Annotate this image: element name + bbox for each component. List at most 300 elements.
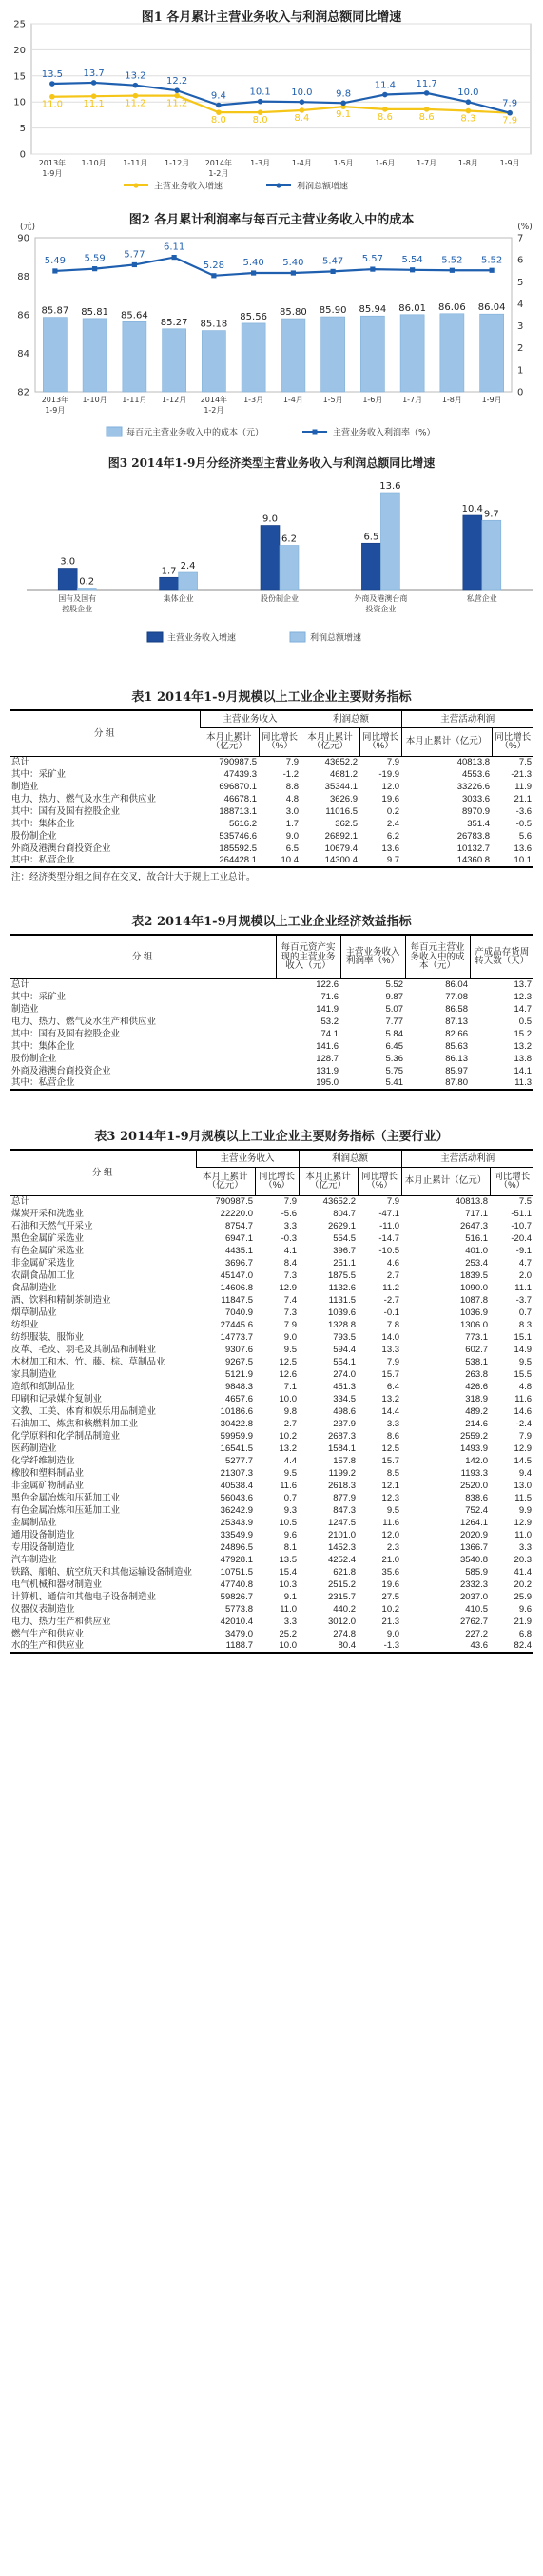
table3-row-label: 橡胶和塑料制品业 (11, 1467, 85, 1479)
table1-row-label: 其中：采矿业 (11, 768, 67, 780)
chart1-data-label: 8.6 (418, 111, 435, 123)
table3-row (10, 1616, 533, 1628)
table3-row (10, 1418, 533, 1430)
table3-cell: 1036.9 (459, 1307, 489, 1318)
table3-row-label: 木材加工和木、竹、藤、棕、草制品业 (11, 1356, 165, 1367)
chart2-line-label: 5.77 (124, 249, 145, 261)
table3-cell: 25.9 (514, 1591, 533, 1602)
table3-cell: 3540.8 (459, 1554, 489, 1565)
table1-cell: 6.5 (285, 843, 300, 854)
table3-cell: 401.0 (465, 1245, 489, 1256)
table3-row-label: 非金属矿物制品业 (11, 1480, 85, 1491)
table3-cell: 42010.4 (220, 1616, 253, 1627)
table2-cell: 13.7 (514, 979, 532, 990)
chart1-legend-marker (276, 183, 281, 187)
table3-cell: 594.4 (333, 1344, 357, 1355)
table3-cell: -1.3 (358, 1640, 401, 1653)
table3-cell: -0.1 (383, 1307, 400, 1318)
chart2-line-label: 5.40 (282, 258, 304, 269)
table2-cell: 122.6 (316, 979, 339, 990)
table3-row (10, 1467, 533, 1480)
table2-header: 产成品存货周转天数（天） (470, 935, 533, 978)
chart3-x-tick-label: 控股企业 (62, 605, 93, 613)
table1-row (10, 818, 533, 830)
table2 (10, 934, 533, 1091)
chart1-title: 图1 各月累计主营业务收入与利润总额同比增速 (141, 10, 402, 25)
table3-cell: 3.3 (518, 1541, 533, 1553)
table1-cell: 10132.7 (456, 843, 491, 854)
chart3-bar (361, 543, 380, 590)
chart1-y-tick-label: 5 (19, 124, 26, 135)
table1-cell: 8970.9 (461, 805, 491, 817)
chart2-point (450, 268, 455, 273)
table1-cell: 21.1 (514, 793, 533, 804)
chart2-bar (281, 319, 305, 392)
table2-cell: 131.9 (316, 1065, 339, 1076)
chart1-x-tick-label: 1-9月 (499, 159, 520, 167)
table1-cell: 26783.8 (456, 830, 491, 842)
table3-row-label: 黑色金属矿采选业 (11, 1232, 85, 1244)
table3-row (10, 1393, 533, 1405)
table3-cell: 22220.0 (220, 1208, 253, 1219)
table3-cell: 11.6 (280, 1480, 298, 1491)
table3-cell: 11.0 (514, 1529, 533, 1540)
table3-cell: 396.7 (333, 1245, 357, 1256)
table3-row (10, 1517, 533, 1529)
chart1-x-tick-label: 1-6月 (375, 159, 396, 167)
chart1-data-label: 8.4 (294, 112, 310, 124)
chart3-data-label: 1.7 (161, 566, 177, 577)
table3-row-label: 电力、热力生产和供应业 (11, 1616, 111, 1627)
table1-cell: 43652.2 (324, 757, 359, 767)
table3-cell: 35.6 (381, 1566, 400, 1578)
table3-cell: 1328.8 (327, 1319, 357, 1330)
table3-cell: 602.7 (465, 1344, 489, 1355)
table3-cell: 14.5 (514, 1455, 533, 1466)
chart2-bar (43, 318, 67, 392)
chart3-x-tick-label: 国有及国有 (58, 594, 97, 603)
table3-cell: 2520.0 (459, 1480, 489, 1491)
table2-row-label: 其中：集体企业 (11, 1040, 75, 1052)
table1-cell: -1.2 (282, 768, 300, 780)
table3-cell: 7.5 (518, 1196, 533, 1207)
table1-header-op-profit: 主营活动利润 (401, 710, 533, 727)
table3-cell: 1087.8 (459, 1294, 489, 1306)
chart1-data-label: 12.2 (165, 76, 188, 87)
chart2-right-unit: (%) (517, 223, 533, 232)
table3-cell: 13.2 (381, 1393, 400, 1404)
table2-cell: 15.2 (514, 1028, 532, 1039)
table1-cell: 362.5 (335, 818, 359, 829)
chart2-left-unit: (元) (19, 223, 36, 232)
chart1-point (258, 99, 263, 105)
table3-cell: 9.0 (386, 1628, 400, 1639)
table2-group-header: 分 组 (10, 935, 276, 978)
chart1-x-tick-label: 1-10月 (81, 159, 107, 167)
table1-row (10, 781, 533, 793)
table3-cell: 1452.3 (327, 1541, 357, 1553)
chart3-title: 图3 2014年1-9月分经济类型主营业务收入与利润总额同比增速 (107, 456, 436, 470)
table2-cell: 71.6 (320, 991, 339, 1002)
table3-cell: 9.9 (518, 1504, 533, 1516)
table3-cell: 14.9 (514, 1344, 533, 1355)
table2-row (10, 1016, 533, 1028)
table1-row (10, 843, 533, 855)
table3-cell: 20.2 (514, 1579, 533, 1590)
table1-cell: 9.0 (285, 830, 300, 842)
chart1-point (507, 110, 513, 116)
chart2-right-tick-label: 0 (517, 387, 524, 398)
table3-row (10, 1307, 533, 1319)
table1-row (10, 805, 533, 818)
chart1-data-label: 9.1 (336, 109, 352, 121)
chart3-data-label: 9.0 (262, 513, 278, 525)
chart2-line-label: 5.28 (203, 260, 225, 271)
table2-title: 表2 2014年1-9月规模以上工业企业经济效益指标 (131, 915, 412, 929)
table1-cell: 10.1 (492, 855, 533, 867)
table3-subheader: 本月止累计（亿元） (401, 1167, 490, 1195)
chart1-data-label: 10.0 (291, 87, 313, 99)
table1-row (10, 830, 533, 843)
table3-cell: 12.9 (514, 1443, 533, 1454)
table3-subheader: 同比增长（%） (358, 1167, 401, 1195)
table3-row (10, 1282, 533, 1294)
table3-cell: 21307.3 (220, 1467, 253, 1479)
table3-cell: 4.1 (283, 1245, 298, 1256)
chart3-legend-swatch (147, 632, 163, 642)
chart2-bar-label: 85.87 (41, 305, 69, 317)
table3-row-label: 酒、饮料和精制茶制造业 (11, 1294, 111, 1306)
chart1-x-tick-label: 1-11月 (123, 159, 148, 167)
table3-cell: 10751.5 (220, 1566, 253, 1578)
chart1-legend-label: 利润总额增速 (297, 182, 349, 192)
table3-cell: 14773.7 (220, 1331, 253, 1343)
table3-cell: 773.1 (465, 1331, 489, 1343)
table3-cell: 274.8 (333, 1628, 357, 1639)
table3-cell: 43652.2 (322, 1196, 357, 1207)
table2-cell: 5.84 (385, 1028, 403, 1039)
chart2-x-tick-label: 1-9月 (45, 406, 66, 415)
table1-cell: 12.0 (381, 781, 400, 792)
table3-row (10, 1257, 533, 1269)
table1-cell: 7.5 (518, 757, 533, 767)
chart1-data-label: 10.0 (457, 87, 479, 99)
table3-cell: 8.6 (386, 1430, 400, 1442)
table2-cell: 5.41 (340, 1077, 405, 1090)
table3-cell: 318.9 (465, 1393, 489, 1404)
table3-cell: 12.9 (279, 1282, 298, 1293)
chart3-x-tick-label: 私营企业 (466, 594, 497, 603)
table3-cell: 2037.0 (459, 1591, 489, 1602)
table2-cell: 87.13 (445, 1016, 468, 1027)
table3-cell: 1839.5 (459, 1269, 489, 1281)
table3-cell: 554.1 (333, 1356, 357, 1367)
table3-cell: 15.7 (381, 1368, 400, 1380)
table3-row-label: 医药制造业 (11, 1443, 57, 1454)
table3-cell: -5.6 (281, 1208, 298, 1219)
chart3-bar (160, 577, 179, 590)
chart2-legend-marker (313, 430, 318, 435)
table1 (10, 709, 533, 868)
table1-row-label: 电力、热力、燃气及水生产和供应业 (11, 793, 157, 804)
table2-cell: 13.8 (514, 1053, 532, 1064)
chart1-data-label: 7.9 (502, 98, 518, 109)
chart2-right-tick-label: 2 (517, 343, 524, 355)
table1-cell: 4681.2 (329, 768, 359, 780)
table1-cell: 5616.2 (228, 818, 257, 829)
table1-cell: 7.9 (386, 757, 400, 767)
table3-cell: 14.4 (381, 1405, 400, 1417)
table3-header-revenue: 主营业务收入 (196, 1150, 299, 1167)
chart2-point (132, 262, 137, 267)
table3-row (10, 1294, 533, 1307)
table1-cell: 40813.8 (456, 757, 491, 767)
chart1-data-label: 9.8 (336, 88, 352, 100)
table3-row-label: 黑色金属冶炼和压延加工业 (11, 1492, 121, 1503)
table3-row-label: 纺织服装、服饰业 (11, 1331, 85, 1343)
chart2-line-label: 5.54 (401, 254, 423, 265)
chart2-line-label: 5.57 (361, 254, 384, 265)
table1-cell: 4553.6 (461, 768, 491, 780)
chart2-x-tick-label: 1-9月 (481, 396, 502, 404)
table3-cell: 410.5 (465, 1603, 489, 1615)
table3-cell: 40538.4 (220, 1480, 253, 1491)
chart2-right-tick-label: 5 (517, 277, 524, 288)
chart3-x-tick-label: 集体企业 (163, 594, 194, 603)
table3-row-label: 石油和天然气开采业 (11, 1220, 93, 1231)
table2-row-label: 电力、热力、燃气及水生产和供应业 (11, 1016, 157, 1027)
chart3-data-label: 9.7 (483, 509, 499, 520)
table3-cell: 11847.5 (221, 1294, 253, 1306)
chart2-x-tick-label: 1-7月 (402, 396, 423, 404)
table3-row (10, 1319, 533, 1331)
chart2-x-tick-label: 1-8月 (441, 396, 462, 404)
table3-row (10, 1579, 533, 1591)
table1-cell: 0.2 (386, 805, 400, 817)
table3-cell: 25343.9 (220, 1517, 253, 1528)
table1-row (10, 855, 533, 867)
table3-row (10, 1566, 533, 1579)
chart2-bar-label: 86.06 (438, 301, 466, 313)
chart1-point (466, 108, 472, 114)
table3-cell: 20.3 (514, 1554, 533, 1565)
table2-row (10, 1065, 533, 1077)
chart2-point (211, 273, 216, 278)
chart2-svg (0, 202, 543, 447)
chart2-right-tick-label: 6 (517, 255, 524, 266)
table3-cell: 12.9 (514, 1517, 533, 1528)
chart2-bar-label: 85.94 (359, 304, 387, 316)
table1-cell: -3.6 (515, 805, 533, 817)
table3-cell: 59826.7 (220, 1591, 253, 1602)
chart1-y-tick-label: 15 (13, 71, 26, 83)
table1-row-label: 外商及港澳台商投资企业 (11, 843, 111, 854)
chart2-left-tick-label: 82 (17, 387, 29, 398)
table3-cell: 12.1 (381, 1480, 400, 1491)
table2-row-label: 制造业 (11, 1003, 39, 1015)
table3-cell: 45147.0 (220, 1269, 253, 1281)
table3-cell: 9.8 (283, 1405, 298, 1417)
table3-cell: 7.9 (386, 1356, 400, 1367)
chart1-data-label: 13.2 (125, 70, 146, 82)
chart2-title: 图2 各月累计利润率与每百元主营业务收入中的成本 (128, 213, 415, 227)
table3-cell: 11.2 (382, 1282, 400, 1293)
chart1-data-label: 9.4 (210, 90, 226, 102)
table3-cell: 15.4 (279, 1566, 298, 1578)
table3-cell: 10186.6 (220, 1405, 253, 1417)
table2-cell: 195.0 (276, 1077, 340, 1090)
table1-cell: 35344.1 (324, 781, 359, 792)
table3-cell: -10.5 (378, 1245, 400, 1256)
chart2-line-label: 6.11 (163, 242, 185, 253)
table1-row-label: 总计 (11, 757, 30, 767)
chart2-bar-label: 86.04 (477, 302, 506, 314)
table3-cell: 1264.1 (459, 1517, 489, 1528)
chart3-legend-swatch (290, 632, 305, 642)
table3-cell: 12.5 (279, 1356, 298, 1367)
table1-cell: 1.7 (285, 818, 300, 829)
chart3-bar (58, 569, 77, 591)
table3-cell: 1193.3 (460, 1467, 489, 1479)
table3-row (10, 1603, 533, 1616)
chart2-line-label: 5.59 (84, 253, 106, 264)
table2-cell: 13.2 (514, 1040, 532, 1052)
table3-cell: 11.0 (280, 1603, 298, 1615)
table3-row-label: 专用设备制造业 (11, 1541, 75, 1553)
table1-cell: 26892.1 (324, 830, 359, 842)
table3-cell: 227.2 (465, 1628, 489, 1639)
table3-cell: -2.4 (515, 1418, 533, 1429)
chart1-x-tick-label: 1-3月 (250, 159, 271, 167)
chart2-bar (400, 315, 424, 392)
table1-subheader: 本月止累计（亿元） (401, 727, 492, 756)
chart2-x-tick-label: 1-11月 (122, 396, 147, 404)
chart1-point (382, 92, 388, 98)
table1-cell: 47439.3 (223, 768, 257, 780)
chart1-data-label: 11.2 (165, 98, 188, 109)
table2-row-label: 股份制企业 (11, 1053, 57, 1064)
table2-cell: 86.58 (445, 1003, 468, 1015)
table3-cell: 1493.9 (459, 1443, 489, 1454)
table3-cell: 7.1 (283, 1381, 298, 1392)
table3-cell: 5277.7 (224, 1455, 253, 1466)
chart1-svg (0, 0, 543, 202)
table3-row-label: 铁路、船舶、航空航天和其他运输设备制造业 (11, 1566, 193, 1578)
chart1-x-tick-label: 2014年 (204, 159, 233, 167)
table3-cell: 6.8 (518, 1628, 533, 1639)
chart2-x-tick-label: 1-5月 (322, 396, 343, 404)
table2-header: 主营业务收入利润率（%） (340, 935, 405, 978)
table1-note: 注：经济类型分组之间存在交叉，故合计大于规上工业总计。 (11, 872, 256, 882)
table2-cell: 0.5 (518, 1016, 532, 1027)
table1-cell: 13.6 (514, 843, 533, 854)
table1-cell: -21.3 (511, 768, 533, 780)
table2-cell: 12.3 (514, 991, 532, 1002)
chart2-line-label: 5.49 (44, 255, 67, 266)
table2-cell: 14.7 (514, 1003, 532, 1015)
table2-row (10, 1053, 533, 1065)
table3-cell: 1199.2 (328, 1467, 357, 1479)
table3-cell: 1875.5 (327, 1269, 357, 1281)
table1-cell: 5.6 (518, 830, 533, 842)
chart2-bar-label: 86.01 (398, 302, 426, 314)
table2-cell: 5.36 (385, 1053, 403, 1064)
table3-cell: 752.4 (465, 1504, 489, 1516)
table3-cell: 10.0 (255, 1640, 299, 1653)
table3-cell: 4.6 (386, 1257, 400, 1269)
table3-cell: 14.0 (381, 1331, 400, 1343)
table3-cell: 2.7 (386, 1269, 400, 1281)
table3-cell: 4.7 (518, 1257, 533, 1269)
chart2-left-tick-label: 84 (17, 349, 29, 359)
chart2-x-tick-label: 1-6月 (362, 396, 383, 404)
table3-cell: 498.6 (333, 1405, 357, 1417)
table3-cell: 13.3 (381, 1344, 400, 1355)
table1-row-label: 制造业 (11, 781, 39, 792)
table2-row (10, 1077, 533, 1090)
table3-cell: 11.6 (514, 1393, 533, 1404)
chart1-data-label: 8.3 (460, 113, 476, 125)
chart1-y-tick-label: 0 (19, 149, 26, 161)
table3-row-label: 通用设备制造业 (11, 1529, 75, 1540)
table3-row-label: 汽车制造业 (11, 1554, 57, 1565)
chart1-x-tick-label: 2013年 (38, 159, 67, 167)
table3-cell: 11.6 (382, 1517, 400, 1528)
table3-cell: 15.7 (381, 1455, 400, 1466)
table3-row-label: 烟草制品业 (11, 1307, 57, 1318)
table3-cell: -11.0 (379, 1220, 400, 1231)
table3-cell: 334.5 (333, 1393, 357, 1404)
table3-cell: 157.8 (333, 1455, 357, 1466)
table1-cell: 10679.4 (324, 843, 359, 854)
table3-cell: 790987.5 (215, 1196, 253, 1207)
table3-row (10, 1455, 533, 1467)
chart2-bar-label: 85.81 (81, 306, 108, 318)
table3-cell: 274.0 (333, 1368, 357, 1380)
table2-row-label: 外商及港澳台商投资企业 (11, 1065, 111, 1076)
chart2-left-tick-label: 90 (17, 233, 29, 244)
chart1-y-tick-label: 10 (13, 97, 26, 108)
chart2-x-tick-label: 1-3月 (243, 396, 264, 404)
table1-row-label: 其中：私营企业 (10, 855, 200, 867)
table3-row-label: 文教、工美、体育和娱乐用品制造业 (11, 1405, 157, 1417)
table1-cell: 11.9 (514, 781, 533, 792)
chart2-legend-swatch (107, 427, 122, 436)
table3-row (10, 1405, 533, 1418)
table3-cell: 27.5 (381, 1591, 400, 1602)
table2-row-label: 总计 (11, 979, 30, 990)
chart2-right-tick-label: 3 (517, 321, 524, 333)
table3-subheader: 本月止累计（亿元） (299, 1167, 358, 1195)
table2-cell: 9.87 (385, 991, 403, 1002)
table3-cell: 440.2 (333, 1603, 357, 1615)
chart2-x-tick-label: 1-4月 (282, 396, 303, 404)
chart2-bar (321, 317, 345, 392)
chart1-point (133, 83, 139, 88)
table2-cell: 82.66 (445, 1028, 468, 1039)
chart2-x-tick-label: 1-12月 (162, 396, 187, 404)
table3-cell: 12.0 (381, 1529, 400, 1540)
table3-cell: 9307.6 (224, 1344, 253, 1355)
table3-row (10, 1208, 533, 1220)
table3-cell: 21.9 (514, 1616, 533, 1627)
chart2-left-tick-label: 86 (17, 310, 29, 321)
chart2-x-tick-label: 2013年 (41, 396, 69, 404)
table1-header-profit: 利润总额 (301, 710, 401, 727)
table3-cell: 2332.3 (459, 1579, 489, 1590)
table3-cell: 3.3 (283, 1616, 298, 1627)
table2-row-label: 其中：国有及国有控股企业 (11, 1028, 121, 1039)
